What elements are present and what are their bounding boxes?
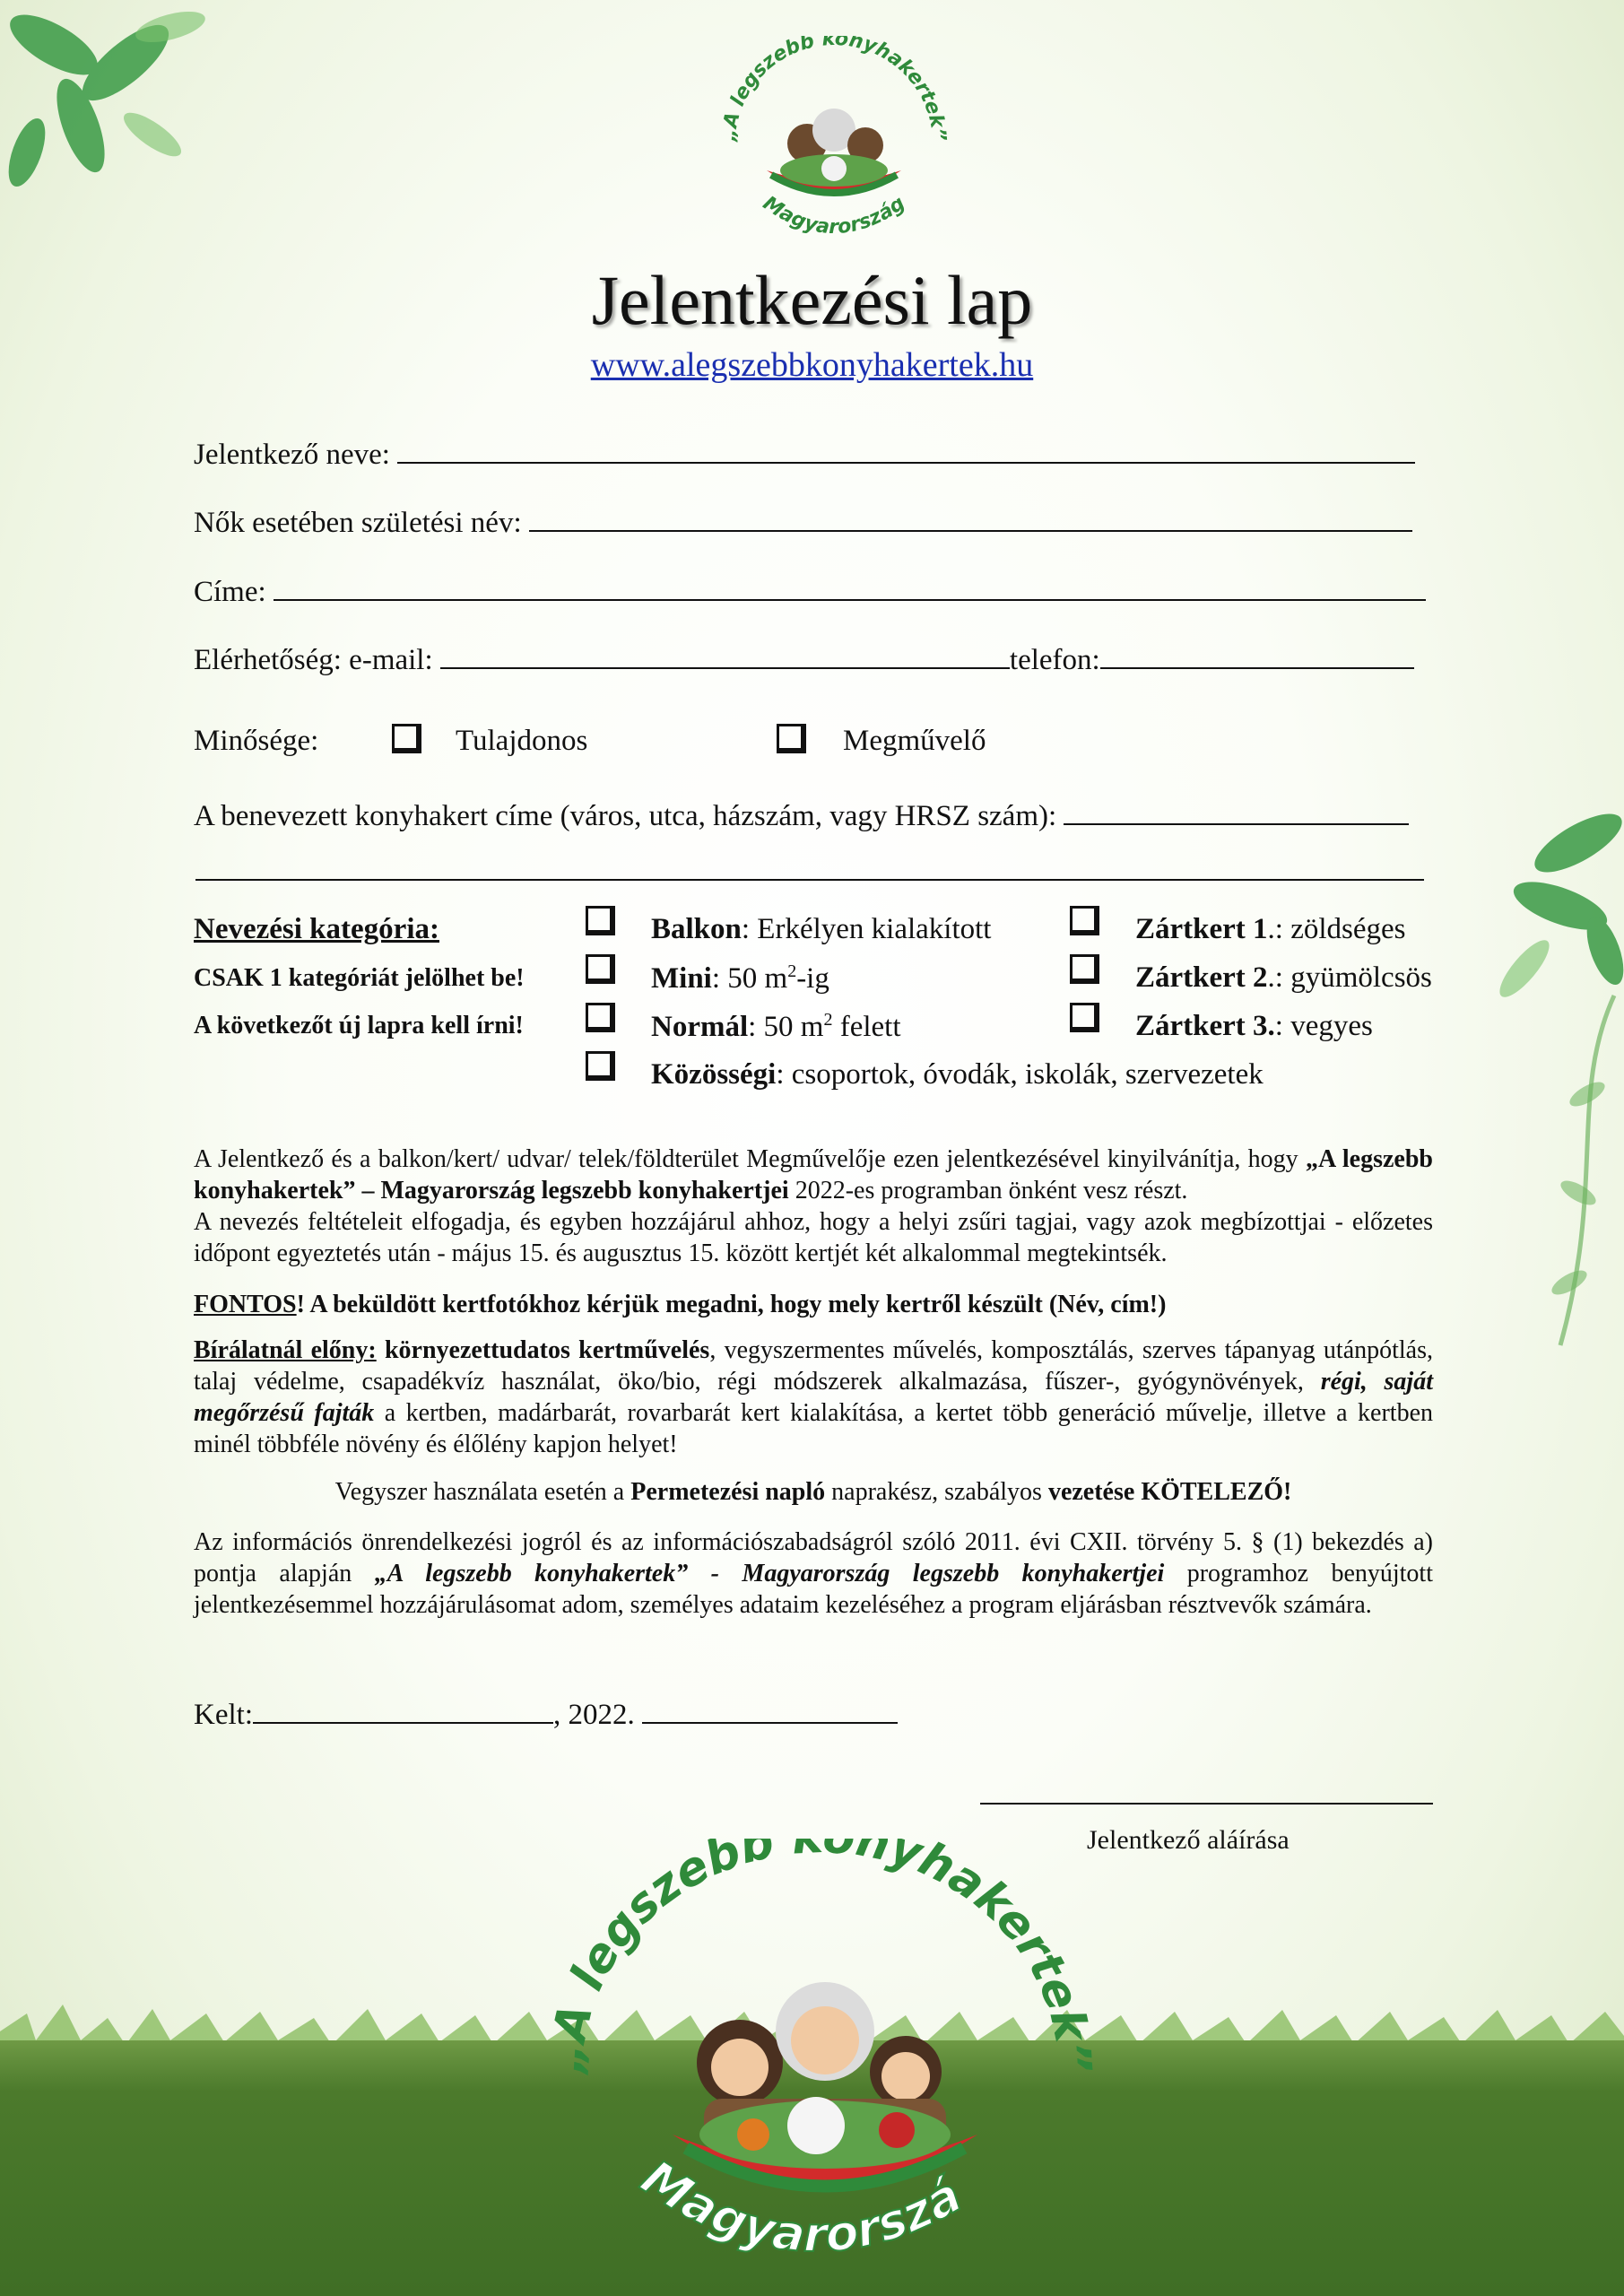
mini-option: Mini: 50 $m^2-ig$ <box>651 961 829 995</box>
page-title: Jelentkezési lap <box>591 261 1033 339</box>
zartkert2-checkbox[interactable] <box>1070 954 1099 984</box>
maiden-name-input-line[interactable] <box>529 505 1412 532</box>
year-text: , 2022. <box>552 1699 635 1731</box>
contact-row <box>194 642 1414 677</box>
address-input-line[interactable] <box>274 574 1426 601</box>
balkon-checkbox[interactable] <box>586 906 615 935</box>
logo-bottom <box>538 1839 1094 2287</box>
logo-emblem <box>699 36 968 242</box>
signature-label: Jelentkező aláírása <box>1087 1825 1290 1855</box>
place-input-line[interactable] <box>253 1697 553 1724</box>
normal-checkbox[interactable] <box>586 1003 615 1032</box>
name-input-line[interactable] <box>397 437 1415 464</box>
zartkert1-checkbox[interactable] <box>1070 906 1099 935</box>
kelt-label: Kelt: <box>194 1699 253 1731</box>
garden-address-input-line[interactable] <box>1064 798 1409 825</box>
maiden-name-row <box>194 505 1412 540</box>
category-heading: Nevezési kategória: <box>194 913 439 945</box>
maiden-name-label: Nők esetében születési név: <box>194 507 522 539</box>
date-row <box>194 1697 898 1732</box>
owner-option-label: Tulajdonos <box>456 725 588 757</box>
mini-checkbox[interactable] <box>586 954 615 984</box>
balkon-option: Balkon: Erkélyen kialakított <box>651 913 992 945</box>
email-label: Elérhetőség: e-mail: <box>194 644 433 676</box>
garden-address-row <box>194 798 1409 833</box>
phone-input-line[interactable] <box>1100 642 1414 669</box>
data-protection-paragraph: Az információs önrendelkezési jogról és az információszabadságról szóló 2011. évi CXII. törvény 5. § (1) bekezdés a) pontja alapján „A legszebb konyhakertek” - Magyarország legszebb konyhakertjei programhoz benyújtott jelentkezésemmel hozzájárulásomat adom, személyes adataim kezeléséhez a program eljárásban résztvevők számára. <box>194 1528 1433 1619</box>
name-label: Jelentkező neve: <box>194 439 390 471</box>
logo-top-text: „A legszebb konyhakertek” <box>717 36 951 143</box>
quality-label: Minősége: <box>194 725 319 757</box>
leaf-decoration-top-left <box>0 0 233 233</box>
signature-line[interactable] <box>980 1778 1433 1805</box>
svg-text:Magyarország <box>759 192 909 239</box>
kozossegi-checkbox[interactable] <box>586 1051 615 1081</box>
owner-checkbox[interactable] <box>392 724 421 753</box>
pesticide-note: Vegyszer használata esetén a Permetezési napló naprakész, szabályos vezetése KÖTELEZŐ! <box>334 1478 1292 1506</box>
cultivator-option-label: Megművelő <box>843 725 986 757</box>
zartkert2-option: Zártkert 2.: gyümölcsös <box>1135 961 1432 994</box>
vine-decoration-right <box>1489 987 1624 1363</box>
zartkert3-checkbox[interactable] <box>1070 1003 1099 1032</box>
website-link[interactable]: www.alegszebbkonyhakertek.hu <box>590 346 1034 384</box>
normal-option: Normál: 50 $m^2$ felett <box>651 1010 901 1043</box>
evaluation-paragraph: Bírálatnál előny: környezettudatos kertművelés, vegyszermentes művelés, komposztálás, szerves tápanyag utánpótlás, talaj védelme, csapadékvíz használat, öko/bio, régi módszerek alkalmazása, fűszer-, gyógynövények, régi, saját megőrzésű fajták a kertben, madárbarát, rovarbarát kert kialakítása, a kertet több generáció művelje, illetve a kertben minél többféle növény és élőlény kapjon helyet! <box>194 1336 1433 1458</box>
zartkert1-option: Zártkert 1.: zöldséges <box>1135 913 1406 945</box>
category-note-one: CSAK 1 kategóriát jelölhet be! <box>194 964 525 992</box>
date-input-line[interactable] <box>642 1697 898 1724</box>
consent-paragraph: A Jelentkező és a balkon/kert/ udvar/ telek/földterület Megművelője ezen jelentkezésével kinyilvánítja, hogy „A legszebb konyhakertek” – Magyarország legszebb konyhakertjei 2022-es programban önként vesz részt. A nevezés feltételeit elfogadja, és egyben hozzájárul ahhoz, hogy a helyi zsűri tagjai, vagy azok megbízottjai - előzetes időpont egyeztetés után - május 15. és augusztus 15. között kertjét két alkalommal megtekintsék. <box>194 1145 1433 1267</box>
important-note: FONTOS! A beküldött kertfotókhoz kérjük megadni, hogy mely kertről készült (Név, cím!) <box>194 1291 1167 1318</box>
name-field-row <box>194 437 1415 472</box>
zartkert3-option: Zártkert 3.: vegyes <box>1135 1010 1373 1042</box>
address-row <box>194 574 1426 609</box>
logo-top <box>699 36 968 242</box>
address-label: Címe: <box>194 576 266 608</box>
logo-large-top-text: „A legszebb nyhakertek <box>540 1839 1094 2075</box>
garden-address-input-line-2[interactable] <box>195 854 1424 881</box>
logo-emblem-large <box>538 1839 1094 2287</box>
phone-label: telefon: <box>1009 644 1100 676</box>
category-note-two: A következőt új lapra kell írni! <box>194 1012 524 1039</box>
kozossegi-option: Közösségi: csoportok, óvodák, iskolák, szervezetek <box>651 1058 1264 1091</box>
logo-large-bottom-text: Magyarorszá <box>631 2149 971 2264</box>
logo-bottom-text: Magyarország <box>759 192 909 239</box>
cultivator-checkbox[interactable] <box>777 724 806 753</box>
email-input-line[interactable] <box>440 642 1010 669</box>
garden-address-label: A benevezett konyhakert címe (város, utca, házszám, vagy HRSZ szám): <box>194 800 1057 832</box>
